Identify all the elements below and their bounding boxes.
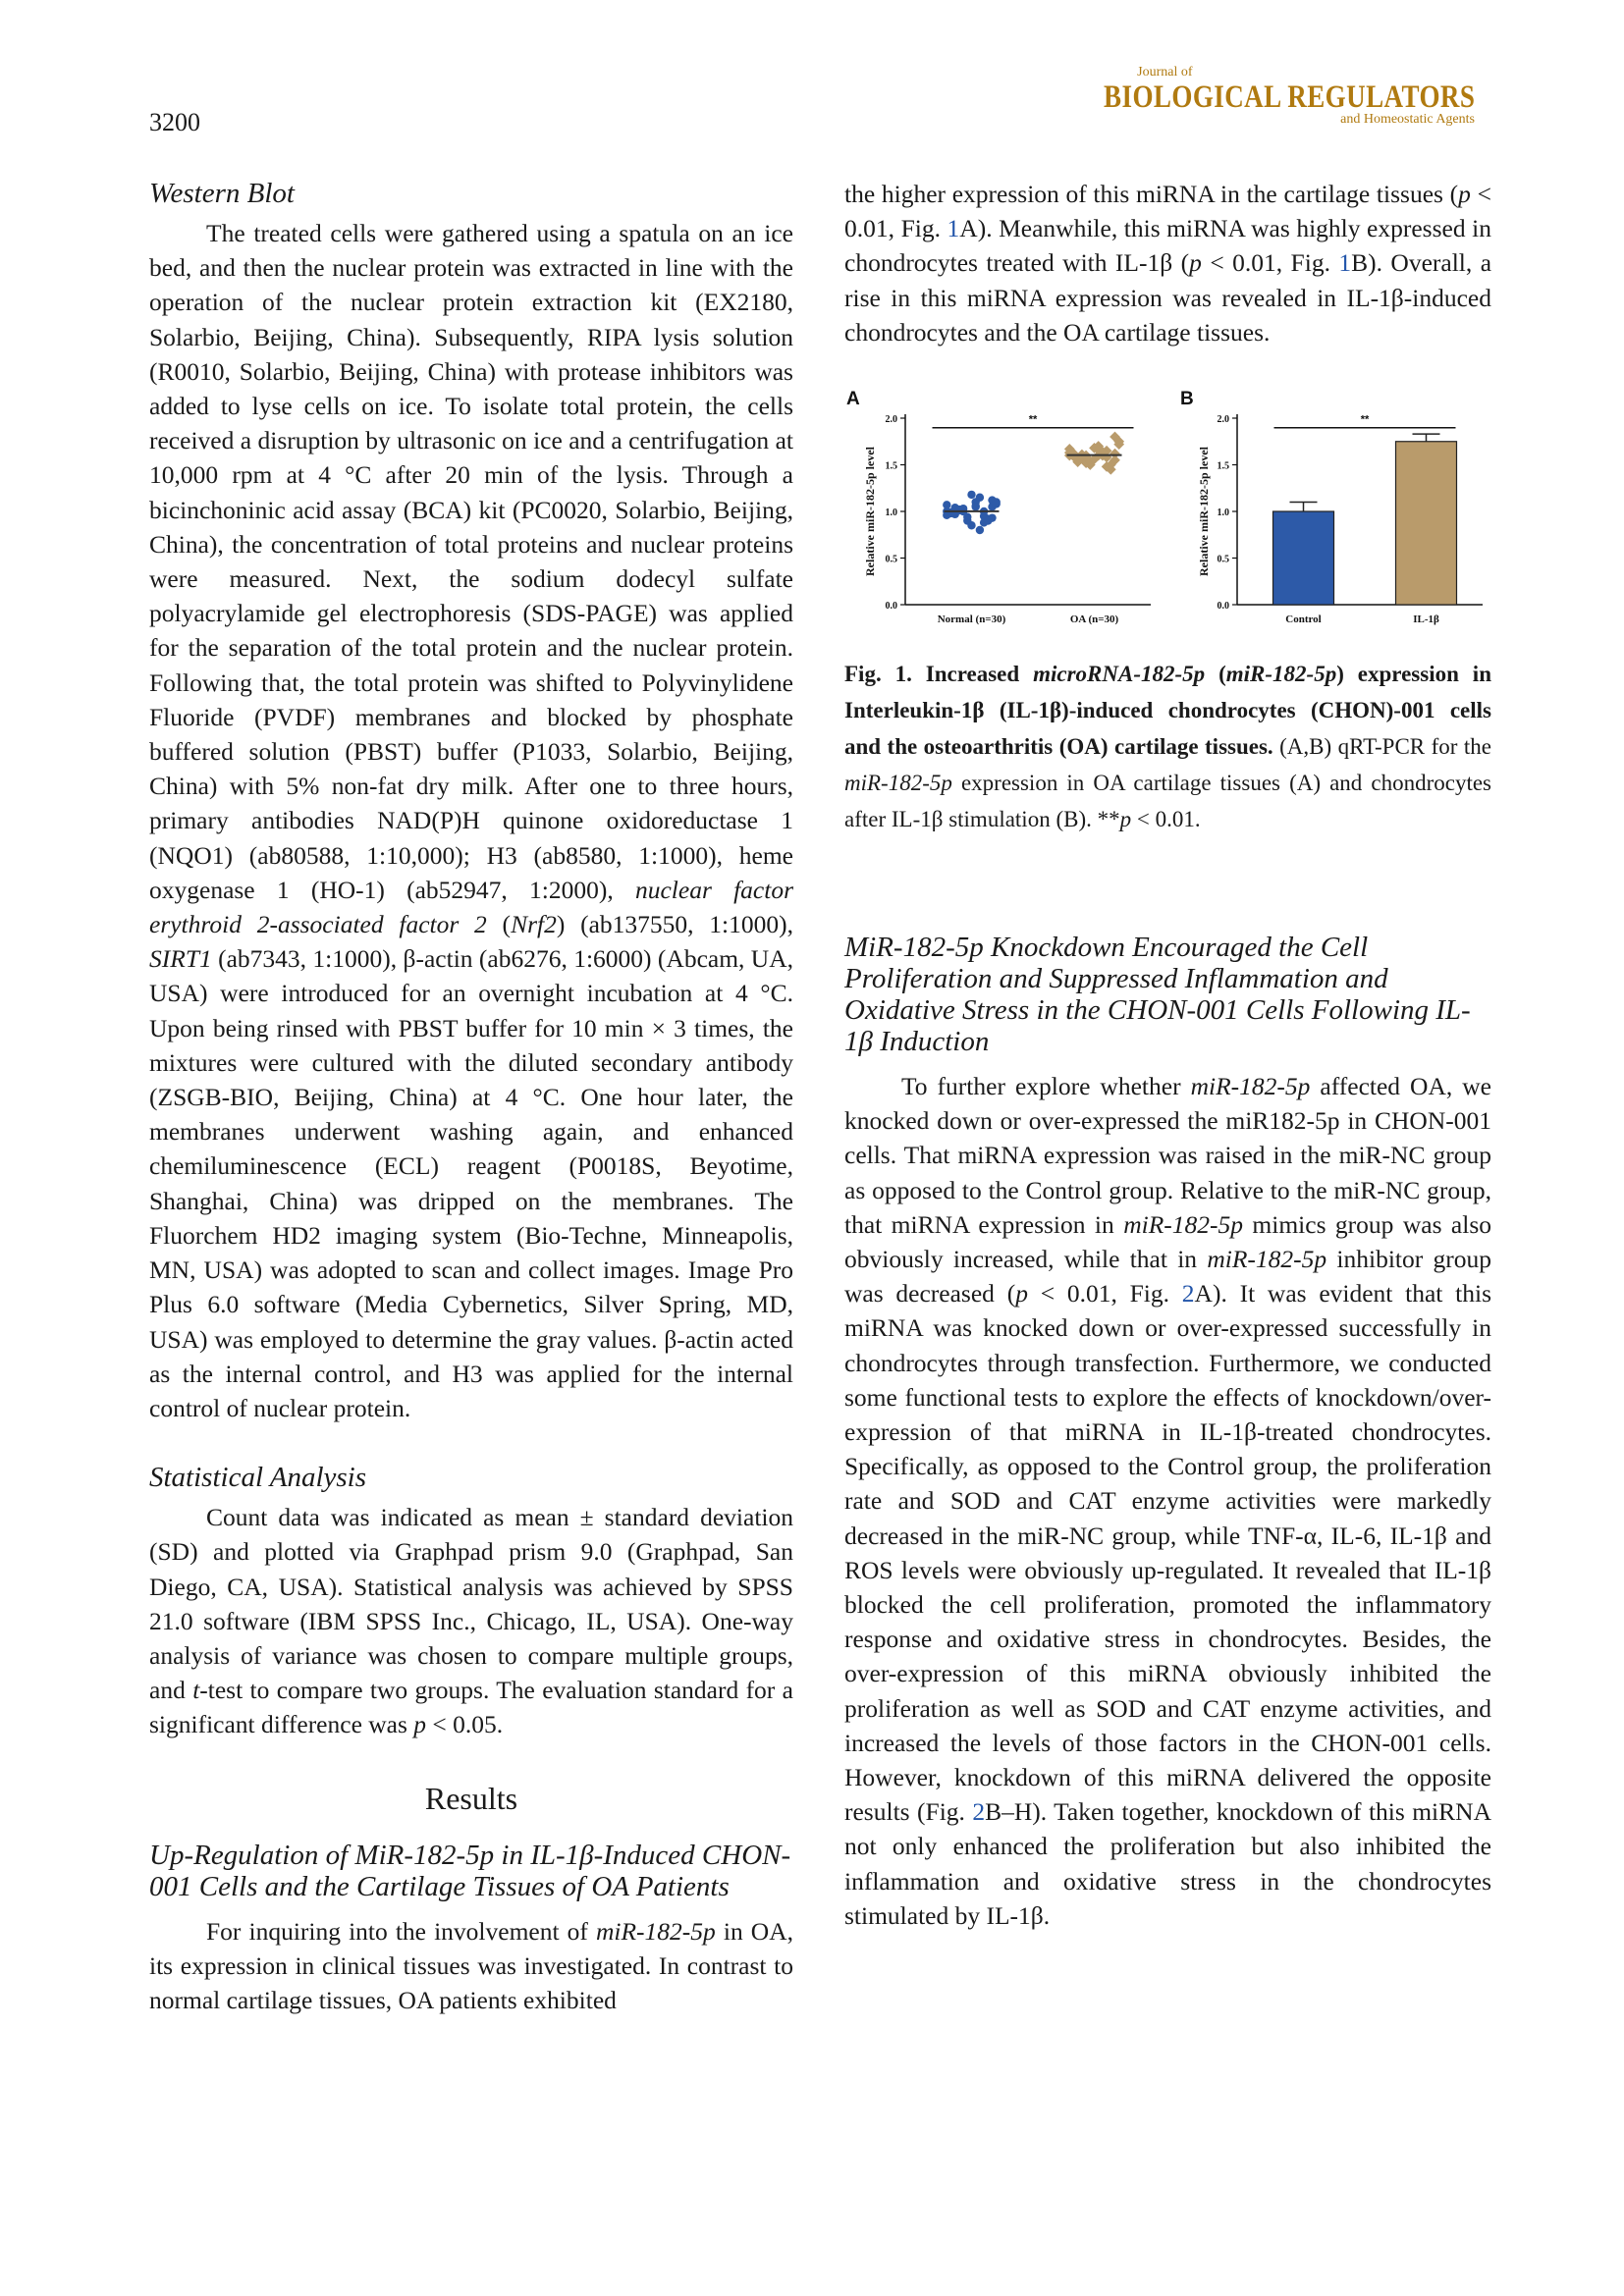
data-point — [943, 501, 950, 508]
y-axis-label: Relative miR-182-5p level — [1197, 447, 1211, 576]
figure-1-chart — [844, 391, 1491, 626]
upregulation-paragraph: For inquiring into the involvement of miR-182-5p in OA, its expression in clinical tissues was investigated. In contrast to normal cartilage tissues, OA patients exhibited — [149, 1916, 793, 2015]
journal-tagline: and Homeostatic Agents — [1340, 112, 1475, 127]
x-tick-label: IL-1β — [1413, 614, 1439, 626]
results-heading: Results — [424, 1780, 518, 1816]
page-number: 3200 — [149, 108, 200, 136]
right-column — [844, 177, 1491, 1933]
panel-label-A: A — [846, 391, 860, 410]
journal-logo — [1022, 65, 1475, 128]
y-tick-label: 2.0 — [1217, 414, 1229, 426]
journal-name: BIOLOGICAL REGULATORS — [1103, 80, 1475, 115]
bar — [1396, 442, 1457, 605]
statistical-analysis-title: Statistical Analysis — [149, 1462, 366, 1494]
x-tick-label: Normal (n=30) — [937, 614, 1006, 626]
statistical-analysis-paragraph: Count data was indicated as mean ± standard deviation (SD) and plotted via Graphpad prism 9.0 (Graphpad, San Diego, CA, USA). Statistical analysis was achieved by SPSS 21.0 software (IBM SPSS Inc., Chicago, IL, USA). One-way analysis of variance was chosen to compare multiple groups, and t-test to compare two groups. The evaluation standard for a significant difference was p < 0.05. — [149, 1503, 793, 1739]
data-point — [967, 491, 975, 499]
panel-label-B: B — [1180, 391, 1194, 410]
x-tick-label: OA (n=30) — [1069, 614, 1119, 626]
y-tick-label: 0.5 — [1217, 554, 1229, 565]
data-point — [972, 503, 980, 510]
data-point — [976, 526, 984, 534]
y-tick-label: 0.5 — [885, 554, 897, 565]
y-tick-label: 1.5 — [1217, 460, 1229, 472]
western-blot-paragraph: The treated cells were gathered using a spatula on an ice bed, and then the nuclear protein was extracted in line with the operation of the nuclear protein extraction kit (EX2180, Solarbio, Beijing, China). Subsequently, RIPA lysis solution (R0010, Solarbio, Beijing, China) with protease inhibitors was added to lyse cells on ice. To isolate total protein, the cells received a disruption by ultrasonic on ice and a centrifugation at 10,000 rpm at 4 °C after 20 min of the lysis. Through a bicinchoninic acid assay (BCA) kit (PC0020, Solarbio, Beijing, China), the concentration of total proteins and nuclear proteins were measured. Next, the sodium dodecyl sulfate polyacrylamide gel electrophoresis (SDS-PAGE) was applied for the separation of the total protein and the nuclear protein. Following that, the total protein was shifted to Polyvinylidene Fluoride (PVDF) membranes and blocked by phosphate buffered solution (PBST) buffer (P1033, Solarbio, Beijing, China) with 5% non-fat dry milk. After one to three hours, primary antibodies NAD(P)H quinone oxidoreductase 1 (NQO1) (ab80588, 1:10,000); H3 (ab8580, 1:1000), heme oxygenase 1 (HO-1) (ab52947, 1:2000), nuclear factor erythroid 2-associated factor 2 (Nrf2) (ab137550, 1:1000), SIRT1 (ab7343, 1:1000), β-actin (ab6276, 1:6000) (Abcam, UA, USA) were introduced for an overnight incubation at 4 °C. Upon being rinsed with PBST buffer for 10 min × 3 times, the mixtures were cultured with the diluted secondary antibody (ZSGB-BIO, Beijing, China) at 4 °C. One hour later, the membranes underwent washing again, and enhanced chemiluminescence (ECL) reagent (P0018S, Beyotime, Shanghai, China) was dripped on the membranes. The Fluorchem HD2 imaging system (Bio-Techne, Minneapolis, MN, USA) was adopted to scan and collect images. Image Pro Plus 6.0 software (Media Cybernetics, Silver Spring, MD, USA) was employed to determine the gray values. β-actin acted as the internal control, and H3 was applied for the internal control of nuclear protein. — [149, 219, 794, 1422]
figure-1 — [844, 391, 1491, 626]
data-point — [988, 513, 996, 521]
continuation-paragraph: the higher expression of this miRNA in the cartilage tissues (p < 0.01, Fig. 1A). Meanwhile, this miRNA was highly expressed in chondrocytes treated with IL-1β (p < 0.01, Fig. 1B). Overall, a rise in this miRNA expression was revealed in IL-1β-induced chondrocytes and the OA cartilage tissues. — [844, 180, 1492, 347]
y-tick-label: 2.0 — [885, 414, 897, 426]
y-tick-label: 0.0 — [885, 601, 897, 613]
left-column — [149, 177, 793, 2017]
figure-1-caption: Fig. 1. Increased microRNA-182-5p (miR-182-5p) expression in Interleukin-1β (IL-1β)-induced chondrocytes (CHON)-001 cells and the osteoarthritis (OA) cartilage tissues. (A,B) qRT-PCR for the miR-182-5p expression in OA cartilage tissues (A) and chondrocytes after IL-1β stimulation (B). **p < 0.01. — [844, 662, 1491, 832]
western-blot-title: Western Blot — [149, 178, 295, 209]
journal-small-text: Journal of — [1137, 65, 1193, 80]
bar — [1273, 511, 1334, 605]
upregulation-title: Up-Regulation of MiR-182-5p in IL-1β-Induced CHON-001 Cells and the Cartilage Tissues of OA Patients — [149, 1839, 791, 1902]
data-point — [976, 494, 984, 502]
significance-label: ** — [1028, 413, 1038, 426]
y-tick-label: 0.0 — [1217, 601, 1229, 613]
knockdown-title: MiR-182-5p Knockdown Encouraged the Cell Proliferation and Suppressed Inflammation and Oxidative Stress in the CHON-001 Cells Following IL-1β Induction — [844, 932, 1471, 1058]
data-point — [967, 521, 975, 529]
y-axis-label: Relative miR-182-5p level — [863, 447, 877, 576]
knockdown-paragraph: To further explore whether miR-182-5p affected OA, we knocked down or over-expressed the miR182-5p in CHON-001 cells. That miRNA expression was raised in the miR-NC group as opposed to the Control group. Relative to the miR-NC group, that miRNA expression in miR-182-5p mimics group was also obviously increased, while that in miR-182-5p inhibitor group was decreased (p < 0.01, Fig. 2A). It was evident that this miRNA was knocked down or over-expressed successfully in chondrocytes through transfection. Furthermore, we conducted some functional tests to explore the effects of knockdown/over-expression of that miRNA in IL-1β-treated chondrocytes. Specifically, as opposed to the Control group, the proliferation rate and SOD and CAT enzyme activities were markedly decreased in the miR-NC group, while TNF-α, IL-6, IL-1β and ROS levels were obviously up-regulated. It revealed that IL-1β blocked the cell proliferation, promoted the inflammatory response and oxidative stress in chondrocytes. Besides, the over-expression of this miRNA obviously inhibited the proliferation as well as SOD and CAT enzyme activities, and increased the levels of those factors in the CHON-001 cells. However, knockdown of this miRNA delivered the opposite results (Fig. 2B–H). Taken together, knockdown of this miRNA not only enhanced the proliferation but also inhibited the inflammation and oxidative stress in the chondrocytes stimulated by IL-1β. — [844, 1072, 1492, 1930]
significance-label: ** — [1360, 413, 1370, 426]
data-point — [963, 513, 971, 521]
y-tick-label: 1.5 — [885, 460, 897, 472]
y-tick-label: 1.0 — [1217, 507, 1229, 519]
data-point — [993, 498, 1001, 506]
y-tick-label: 1.0 — [885, 507, 897, 519]
x-tick-label: Control — [1285, 614, 1322, 626]
